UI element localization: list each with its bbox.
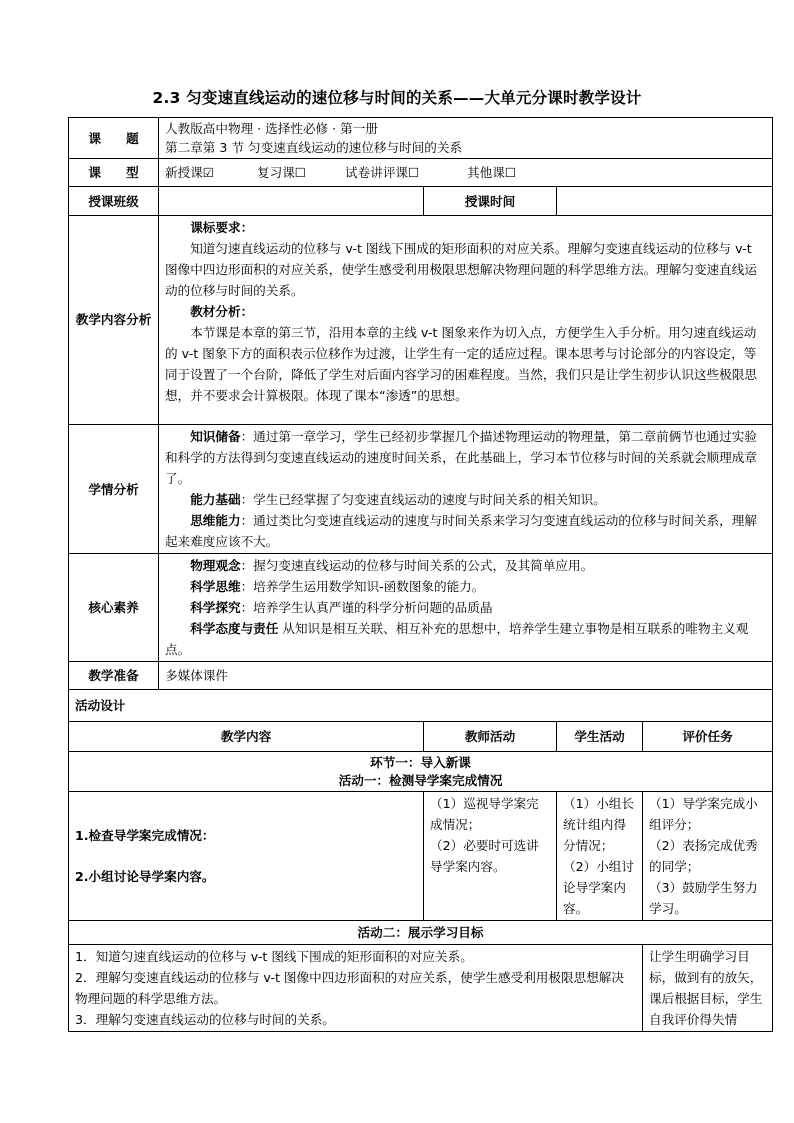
course-line2: 第二章第 3 节 匀变速直线运动的速位移与时间的关系 [165,140,463,155]
literacy-item-text: 从知识是相互关联、相互补充的思想中，培养学生建立事物是相互联系的唯物主义观点。 [165,621,749,657]
activity1-eval-item: （2）表扬完成优秀的同学； [649,838,758,874]
content-analysis-label: 教学内容分析 [69,216,159,425]
literacy-item-physics: 物理观念：握匀变速直线运动的位移与时间关系的公式，及其简单应用。 [190,558,594,573]
preparation-value: 多媒体课件 [159,662,773,690]
course-line1: 人教版高中物理 · 选择性必修 · 第一册 [165,121,378,136]
activity1-teacher-item: （1）巡视导学案完成情况； [430,796,539,832]
literacy-item-thinking: 科学思维：培养学生运用数学知识-函数图象的能力。 [190,579,485,594]
literacy-item-text: 培养学生运用数学知识-函数图象的能力。 [253,579,485,594]
student-item-thinking: 思维能力：通过类比匀变速直线运动的速度与时间关系来学习匀变速直线运动的位移与时间关系，理解起来难度应该不大。 [165,513,757,549]
time-label: 授课时间 [424,187,557,216]
student-item-key: 能力基础 [190,492,241,507]
activity1-student [557,792,643,921]
goal-item: 3．理解匀变速直线运动的位移与时间的关系。 [75,1012,335,1027]
activity1-student-item: （1）小组长统计组内得分情况； [563,796,634,853]
activity2-evaluation: 让学生明确学习目标，做到有的放矢，课后根据目标，学生自我评价得失情 [643,945,773,1032]
option-new: 新授课☑ [165,165,215,180]
standard-text: 知道匀速直线运动的位移与 v-t 图线下围成的矩形面积的对应关系。理解匀变速直线运动的位移与 v-t 图像中四边形面积的对应关系，使学生感受利用极限思想解决物理问题的科学思维方法。理解匀变速直线运动的位移与时间的关系。 [165,241,757,298]
literacy-item-key: 科学思维 [190,579,241,594]
core-literacy-label: 核心素养 [69,554,159,662]
class-label: 授课班级 [69,187,159,216]
activity1-content-item: 1.检查导学案完成情况： [75,828,215,843]
option-exam: 试卷讲评课☐ [345,165,420,180]
student-analysis-label: 学情分析 [69,425,159,554]
activity1-title: 活动一：检测导学案完成情况 [338,772,503,788]
activity2-title: 活动二：展示学习目标 [69,921,773,945]
option-other: 其他课☐ [467,165,517,180]
header-teacher: 教师活动 [424,722,557,752]
student-item-knowledge: 知识储备：通过第一章学习，学生已经初步掌握几个描述物理运动的物理量，第二章前俩节也通过实验和科学的方法得到匀变速直线运动的速度时间关系，在此基础上，学习本节位移与时间的关系就会顺理成章了。 [165,429,757,486]
textbook-heading: 教材分析： [190,304,254,319]
student-item-key: 思维能力 [190,513,241,528]
lesson-type-label: 课 型 [69,159,159,187]
goal-item: 2．理解匀变速直线运动的位移与 v-t 图像中四边形面积的对应关系，使学生感受利用极限思想解决物理问题的科学思维方法。 [75,970,624,1006]
activity1-eval-item: （1）导学案完成小组评分； [649,796,758,832]
student-item-key: 知识储备 [190,429,241,444]
header-content: 教学内容 [69,722,424,752]
activity-design-label: 活动设计 [69,690,773,722]
activity1-eval-item: （3）鼓励学生努力学习。 [649,880,758,916]
literacy-item-key: 科学探究 [190,600,241,615]
literacy-item-key: 物理观念 [190,558,241,573]
option-review: 复习课☐ [257,165,307,180]
class-value [159,187,424,216]
time-value [557,187,773,216]
student-item-ability: 能力基础：学生已经掌握了匀变速直线运动的速度与时间关系的相关知识。 [190,492,606,507]
student-item-text: 学生已经掌握了匀变速直线运动的速度与时间关系的相关知识。 [253,492,606,507]
activity1-student-item: （2）小组讨论导学案内容。 [563,859,634,916]
header-evaluation: 评价任务 [643,722,773,752]
activity1-evaluation [643,792,773,921]
lesson-plan-table [68,117,773,1032]
student-item-text: 通过第一章学习，学生已经初步掌握几个描述物理运动的物理量，第二章前俩节也通过实验和科学的方法得到匀变速直线运动的速度时间关系，在此基础上，学习本节位移与时间的关系就会顺理成章了。 [165,429,757,486]
document-title: 2.3 匀变速直线运动的速位移与时间的关系——大单元分课时教学设计 [152,89,642,107]
activity1-teacher-item: （2）必要时可选讲导学案内容。 [430,838,539,874]
literacy-item-inquiry: 科学探究：培养学生认真严谨的科学分析问题的品质晶 [190,600,493,615]
activity1-content-item: 2.小组讨论导学案内容。 [75,869,215,884]
section1-title: 环节一：导入新课 [370,754,471,770]
goal-item: 1．知道匀速直线运动的位移与 v-t 图线下围成的矩形面积的对应关系。 [75,949,473,964]
textbook-text: 本节课是本章的第三节，沿用本章的主线 v-t 图象来作为切入点，方便学生入手分析。用匀速直线运动的 v-t 图象下方的面积表示位移作为过渡，让学生有一定的适应过程。课本思考与讨论部分的内容设定，等同于设置了一个台阶，降低了学生对后面内容学习的困难程度。当然，我们只是让学生初步认识这些极限思想，并不要求会计算极限。体现了课本“渗透”的思想。 [165,325,757,403]
literacy-item-text: 握匀变速直线运动的位移与时间关系的公式，及其简单应用。 [253,558,594,573]
preparation-label: 教学准备 [69,662,159,690]
literacy-item-key: 科学态度与责任 [190,621,279,636]
literacy-item-text: 培养学生认真严谨的科学分析问题的品质晶 [253,600,493,615]
course-label: 课 题 [69,118,159,159]
standard-heading: 课标要求： [190,220,254,235]
activity1-content [69,792,424,921]
lesson-type-options [159,159,773,187]
header-student: 学生活动 [557,722,643,752]
activity1-teacher [424,792,557,921]
literacy-item-attitude [165,618,766,660]
activity2-goals [69,945,643,1032]
student-item-text: 通过类比匀变速直线运动的速度与时间关系来学习匀变速直线运动的位移与时间关系，理解起来难度应该不大。 [165,513,757,549]
